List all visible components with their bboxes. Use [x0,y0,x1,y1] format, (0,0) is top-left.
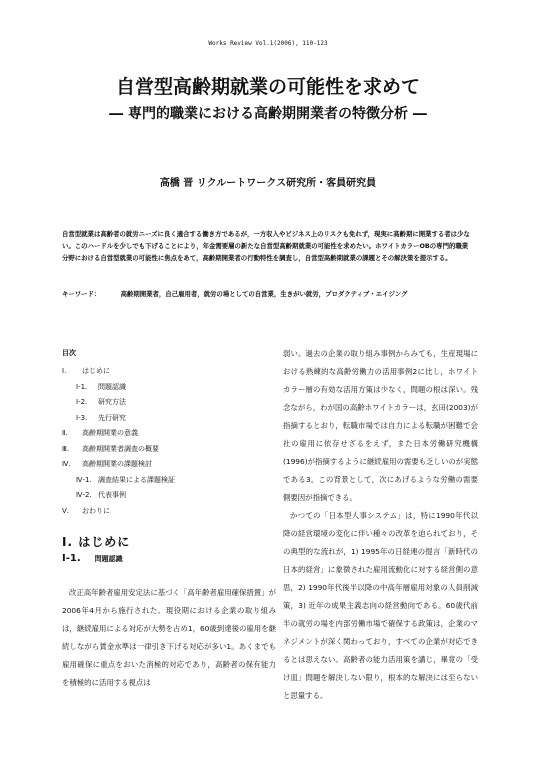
toc-item-label: おわりに [82,506,110,515]
toc-item-number: Ⅰ-3. [76,413,88,422]
toc-item [62,504,276,520]
toc-item-number: Ⅰ-1. [76,382,88,391]
toc-item-number: Ⅰ-2. [76,398,88,406]
abstract: 自営型就業は高齢者の就労ニーズに良く適合する働き方であるが，一方収入やビジネス上のリスクも免れず，現実に高齢期に開業する者は少ない。このハードルを少しでも下げることにより，年金需要層の新たな自営型高齢期就業の可能性を求めたい。ホワイトカラーOBの専門的職業分野における自営型就業の可能性に焦点をあて，高齢期開業者の行動特性を調査し，自営型高齢期就業の課題とその解決策を提示する。 [62,230,470,262]
toc-item [62,457,276,473]
toc-item-label: 先行研究 [98,413,126,422]
keywords [62,289,474,298]
keywords-text: 高齢期開業者，自己雇用者，就労の場としての自営業，生きがい就労，プロダクティブ・エイジング [120,290,408,298]
left-column [62,348,276,692]
toc-item-number: Ⅳ. [62,460,71,468]
toc-item-number: Ⅳ-1. [76,475,92,484]
toc-item-number: Ⅱ. [62,429,68,437]
keywords-label: キーワード： [62,290,101,298]
body-paragraph: 弱い。過去の企業の取り組み事例からみても，生産現場における熟練的な高齢労働力の活用事例2に比し，ホワイトカラー層の有効な活用方策は少なく，問題の根は深い。残念ながら，わが国の高齢ホワイトカラーは，玄田(2003)が指摘するとおり，転職市場では自力による転職が困難で会社の雇用に依存せざるをえず，また日本労働研究機構(1996)が指摘するように継続雇用の需要も乏しいのが実態である3。この背景として，次にあげるような労働の需要側要因が指摘できる。 [283,349,478,502]
paper-title: 自営型高齢期就業の可能性を求めて [115,76,420,98]
toc-item-label: 調査結果による課題検証 [98,475,175,484]
toc-item-label: 問題認識 [98,382,126,391]
toc-item-number: Ⅴ. [62,506,70,515]
toc-item-number: Ⅳ-2. [76,491,92,499]
toc-item-number: Ⅲ. [62,444,70,453]
journal-citation: Works Review Vol.1(2006), 110-123 [208,40,328,47]
right-column [283,345,478,705]
toc-item-label: 高齢期開業の課題検討 [82,460,152,468]
paper-subtitle: ― 専門的職業における高齢期開業者の特徴分析 ― [109,106,427,122]
toc-item [62,473,276,489]
subsection-label: 問題認識 [94,555,123,563]
toc-item-label: 高齢期開業の意義 [82,429,138,437]
toc-item [62,395,276,411]
toc-item-number: Ⅰ. [62,367,67,375]
toc-item-label: 研究方法 [98,398,126,406]
toc-item-label: 代表事例 [98,491,126,499]
toc-title: 目次 [62,349,76,357]
toc-list [62,364,276,519]
toc-item-label: はじめに [82,367,110,375]
body-paragraph: 改正高年齢者雇用安定法に基づく「高年齢者雇用確保措置」が2006年4月から施行された。現役期における企業の取り組みは，継続雇用による対応が大勢を占め1，60歳到達後の雇用を継続しながら賃金水準は一律引き下げる対応が多い1。あくまでも雇用確保に重点をおいた消極的対応であり，高齢者の保有能力を積極的に活用する視点は [62,588,276,687]
subsection-number: Ⅰ-1. [62,553,81,564]
subsection-heading [62,553,276,564]
toc-item-label: 高齢期開業者調査の概要 [82,444,159,453]
toc-item [62,488,276,504]
toc-item [62,426,276,442]
body-paragraph: かつての「日本型人事システム」は，特に1990年代以降の経営環境の変化に伴い種々の改革を迫られており，その典型的な流れが，1) 1995年の日経連の提言「新時代の日本的経営」に象徴された雇用流動化に対する経営側の意思，2) 1990年代後半以降の中高年層雇用対象の人員削減策，3) 近年の成果主義志向の経営動向である。60歳代前半の就労の場を内部労働市場で確保する政策は，企業のマネジメントが深く関わっており，すべての企業が対応できるとは思えない。高齢者の能力活用策を講じ，畢竟の「受け皿」問題を解決しない限り，根本的な解決には至らないと思量する。 [283,511,478,700]
section-heading: Ⅰ. はじめに [62,535,131,549]
toc-item [62,411,276,427]
toc-item [62,380,276,396]
author-line: 高橋 晋 リクルートワークス研究所・客員研究員 [159,178,377,189]
toc-item [62,364,276,380]
toc-item [62,442,276,458]
body-text [283,345,478,705]
